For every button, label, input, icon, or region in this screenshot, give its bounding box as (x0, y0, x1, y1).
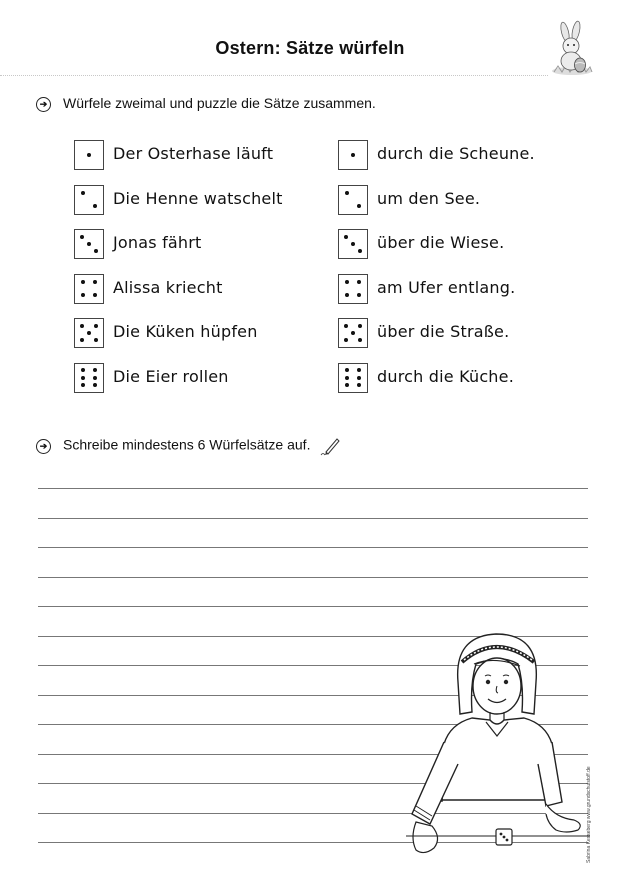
die-pip (80, 235, 84, 239)
die-2-icon (338, 185, 368, 215)
die-pip (81, 383, 85, 387)
die-1-icon (74, 140, 104, 170)
arrow-right-circle-icon: ➔ (36, 97, 51, 112)
die-pip (345, 191, 349, 195)
instruction-text: Würfele zweimal und puzzle die Sätze zusammen. (63, 95, 376, 111)
sentence-subject: Alissa kriecht (113, 277, 223, 297)
die-6-icon (338, 363, 368, 393)
die-pip (358, 324, 362, 328)
instruction-2 (36, 436, 342, 456)
die-pip (81, 376, 85, 380)
sentence-subject: Die Henne watschelt (113, 188, 283, 208)
writing-line[interactable] (38, 518, 588, 519)
die-pip (344, 338, 348, 342)
credit-text: Sabrina Kesseberg www.grundschulstoff.de (586, 766, 592, 863)
die-pip (80, 324, 84, 328)
die-pip (344, 324, 348, 328)
sentence-ending: um den See. (377, 188, 481, 208)
arrow-right-circle-icon: ➔ (36, 439, 51, 454)
die-pip (357, 383, 361, 387)
die-5-icon (338, 318, 368, 348)
die-pip (93, 280, 97, 284)
die-pip (351, 242, 355, 246)
die-pip (94, 338, 98, 342)
title-divider (0, 75, 548, 76)
sentence-subject: Die Küken hüpfen (113, 322, 258, 341)
die-pip (357, 293, 361, 297)
sentence-ending: über die Wiese. (377, 233, 505, 252)
instruction-text: Schreibe mindestens 6 Würfelsätze auf. (63, 436, 311, 453)
die-pip (80, 338, 84, 342)
die-pip (81, 368, 85, 372)
die-pip (81, 293, 85, 297)
die-pip (358, 249, 362, 253)
writing-line[interactable] (38, 488, 588, 489)
writing-line[interactable] (38, 577, 588, 578)
die-pip (345, 280, 349, 284)
die-pip (81, 191, 85, 195)
die-pip (358, 338, 362, 342)
sentence-subject: Jonas fährt (113, 233, 202, 252)
sentence-subject: Der Osterhase läuft (113, 144, 274, 163)
die-4-icon (338, 274, 368, 304)
instruction-1 (36, 95, 376, 112)
die-pip (345, 383, 349, 387)
die-pip (93, 383, 97, 387)
die-4-icon (74, 274, 104, 304)
writing-line[interactable] (38, 606, 588, 607)
die-pip (357, 376, 361, 380)
die-pip (93, 368, 97, 372)
pencil-icon (320, 436, 342, 456)
die-pip (87, 242, 91, 246)
sentence-ending: durch die Küche. (377, 366, 514, 386)
die-pip (344, 235, 348, 239)
sentence-ending: am Ufer entlang. (377, 277, 516, 297)
die-pip (93, 293, 97, 297)
die-pip (357, 280, 361, 284)
die-pip (94, 324, 98, 328)
die-5-icon (74, 318, 104, 348)
die-pip (345, 368, 349, 372)
die-pip (357, 204, 361, 208)
die-pip (345, 293, 349, 297)
sentence-ending: über die Straße. (377, 322, 510, 341)
sentence-subject: Die Eier rollen (113, 366, 229, 386)
die-1-icon (338, 140, 368, 170)
die-pip (87, 331, 91, 335)
die-3-icon (74, 229, 104, 259)
writing-line[interactable] (38, 547, 588, 548)
die-6-icon (74, 363, 104, 393)
easter-bunny-icon (550, 20, 594, 78)
die-pip (351, 331, 355, 335)
die-pip (93, 376, 97, 380)
die-pip (345, 376, 349, 380)
die-pip (93, 204, 97, 208)
sentence-ending: durch die Scheune. (377, 144, 535, 163)
die-2-icon (74, 185, 104, 215)
die-pip (81, 280, 85, 284)
page-title: Ostern: Sätze würfeln (215, 38, 405, 58)
girl-illustration (406, 624, 590, 864)
die-3-icon (338, 229, 368, 259)
die-pip (351, 153, 355, 157)
die-pip (87, 153, 91, 157)
die-pip (94, 249, 98, 253)
die-pip (357, 368, 361, 372)
